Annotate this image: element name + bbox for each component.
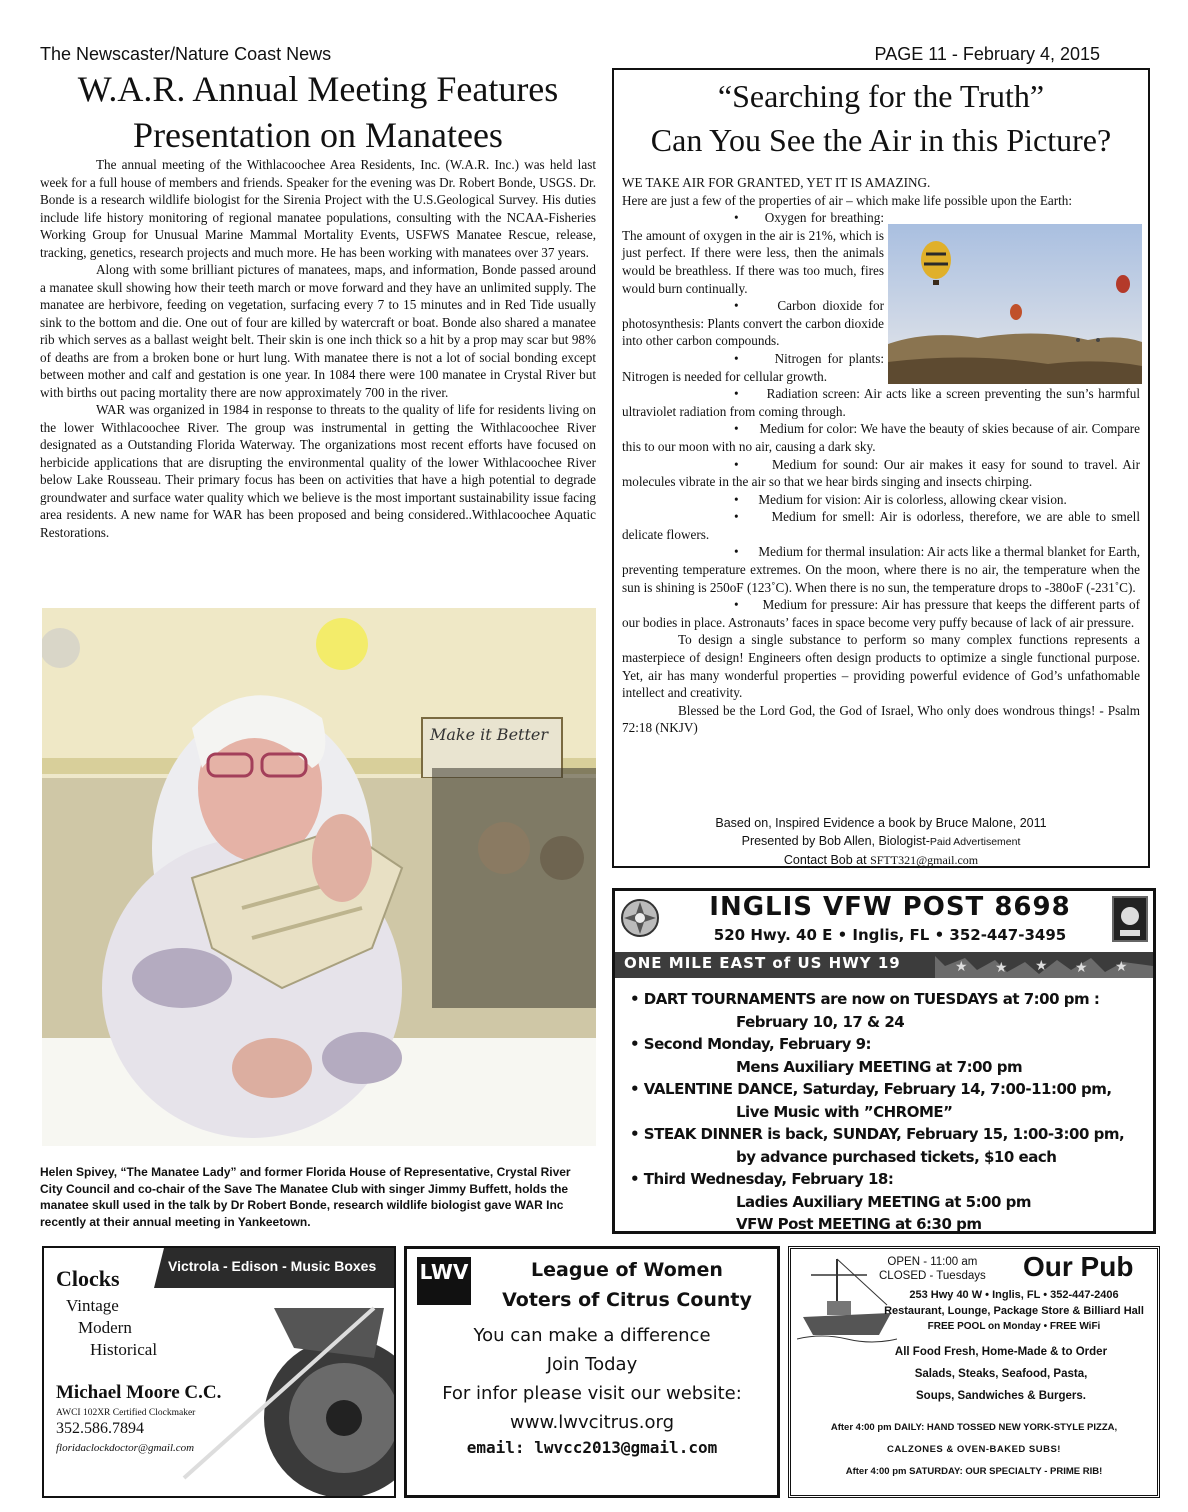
lwv-title [487, 1255, 767, 1315]
vfw-event: • VALENTINE DANCE, Saturday, February 14, 7:00-11:00 pm, [630, 1080, 1112, 1098]
truth-credits [612, 814, 1150, 869]
pub-specials [791, 1417, 1157, 1483]
air-property-item: • Radiation screen: Air acts like a screen preventing the sun’s harmful ultraviolet radiation from coming through. [622, 386, 1141, 419]
pub-saturday-special: After 4:00 pm SATURDAY: OUR SPECIALTY - PRIME RIB! [845, 1466, 1103, 1477]
credit-contact: Contact Bob at SFTT321@gmail.com [783, 853, 979, 867]
war-headline [40, 66, 596, 158]
pub-hours [879, 1255, 986, 1283]
air-property-item: • Medium for smell: Air is odorless, therefore, we are able to smell delicate flowers. [622, 509, 1140, 542]
photo-caption: Helen Spivey, “The Manatee Lady” and former Florida House of Representative, Crystal River City Council and co-chair of the Save The Manatee Club with singer Jimmy Buffett, holds the manatee skull used in the talk by Dr Robert Bonde, research wildlife biologist gave WAR Inc recently at their annual meeting in Yankeetown. [40, 1165, 571, 1229]
clock-phone: 352.586.7894 [56, 1420, 144, 1437]
air-property-item: • Medium for sound: Our air makes it easy for sound to travel. Air molecules vibrate in the air so that we hear birds singing and insects chirping. [622, 456, 1140, 490]
truth-headline-line2: Can You See the Air in this Picture? [650, 122, 1112, 158]
credit-book: Based on, Inspired Evidence a book by Bruce Malone, 2011 [715, 816, 1047, 830]
war-paragraph: The annual meeting of the Withlacoochee Area Residents, Inc. (W.A.R. Inc.) was held last week for a full house of members and friends. Speaker for the evening was Dr. Robert Bonde, USGS. Dr. Bonde is a research wildlife biologist for the Sirenia Project with the U.S.Geological Survey. His duties include life history monitoring of regional manatee populations, consulting with the NCAA-Fisheries Working Group for Unusual Marine Mammal Mortality Events, USFWS Manatee Rescue, release, tracking, genetics, research projects and much more. He has been working with manatees over 37 years. [40, 157, 596, 260]
pub-closed: CLOSED - Tuesdays [879, 1270, 986, 1282]
credit-presenter: Presented by Bob Allen, Biologist-Paid Advertisement [741, 834, 1021, 848]
pub-ad [788, 1246, 1160, 1498]
clock-email: floridaclockdoctor@gmail.com [56, 1442, 195, 1454]
clock-name: Michael Moore C.C. [56, 1382, 222, 1403]
vfw-band-text: ONE MILE EAST of US HWY 19 [624, 954, 901, 972]
clock-heading: Clocks [56, 1266, 120, 1291]
war-headline-line1: W.A.R. Annual Meeting Features [77, 69, 559, 109]
truth-headline-line1: “Searching for the Truth” [717, 78, 1045, 114]
clock-ad [42, 1246, 396, 1498]
war-paragraph: Along with some brilliant pictures of manatees, maps, and information, Bonde passed around a manatee skull showing how their teeth march or move forward and they have an unlimited supply. The manatee are herbivore, feeding on vegetation, surfacing every 7 to 15 minutes and in Red Tide usually sink to the bottom and die. One out of four are killed by watercraft or boat. Bonde also shared a manatee rib which serves as a ballast weight belt. Their skin is one inch thick so a hit by a prop may scar but 98% of deaths are from a broken bone or hurt lung. With manatee there is not a lot of social bonding except between mother and calf and gestation is one year. In 1084 there were 100 manatee in Crystal River but with births out pacing mortality there are now approximately 700 in the river. [40, 262, 596, 400]
pub-open: OPEN - 11:00 am [887, 1256, 978, 1268]
vfw-event-detail: Ladies Auxiliary MEETING at 5:00 pm [736, 1192, 1032, 1211]
air-property-item: • Oxygen for breathing: The amount of oxygen in the air is 21%, which is just perfect. If there were less, then the animals would be breathless. If there was too much, fires would burn continually. [622, 210, 884, 296]
war-headline-line2: Presentation on Manatees [133, 115, 503, 155]
vfw-event-detail: Mens Auxiliary MEETING at 7:00 pm [736, 1057, 1023, 1076]
pub-food: Salads, Steaks, Seafood, Pasta, [914, 1368, 1088, 1380]
war-paragraph: WAR was organized in 1984 in response to threats to the quality of life for residents living on the lower Withlacoochee River. The group was instrumental in getting the Withlacoochee River designated as a Outstanding Florida Waterway. The organizations most recent efforts have focused on herbicide applications that are disrupting the environmental quality of the lower Withlacoochee River below Lake Rousseau. Their primary focus has been on activities that have a high potential to degrade groundwater and surface water quality which we believe is the most important sustainability issue facing area residents. A new name for WAR has been proposed and being considered..Withlacoochee Aquatic Restorations. [40, 402, 596, 540]
vfw-event: • DART TOURNAMENTS are now on TUESDAYS at 7:00 pm : [630, 990, 1100, 1008]
vfw-event: • Third Wednesday, February 18: [630, 1170, 894, 1188]
pub-type: Restaurant, Lounge, Package Store & Billiard Hall [884, 1305, 1144, 1317]
lwv-body [407, 1321, 777, 1459]
lwv-line: Join Today [546, 1354, 638, 1375]
vfw-event: • STEAK DINNER is back, SUNDAY, February 15, 1:00-3:00 pm, [630, 1125, 1125, 1143]
vfw-event-list [630, 988, 1150, 1236]
pub-daily-special: CALZONES & OVEN-BAKED SUBS! [887, 1444, 1061, 1455]
air-property-item: • Carbon dioxide for photosynthesis: Plants convert the carbon dioxide into other carbon compounds. [622, 298, 884, 349]
page-info: PAGE 11 - February 4, 2015 [874, 44, 1100, 64]
vfw-emblem-icon [620, 896, 660, 940]
vfw-title: INGLIS VFW POST 8698 [709, 892, 1071, 922]
pub-food: Soups, Sandwiches & Burgers. [916, 1390, 1086, 1402]
pub-address: 253 Hwy 40 W • Inglis, FL • 352-447-2406 [909, 1289, 1119, 1301]
truth-article-body [622, 174, 1140, 737]
lwv-line: You can make a difference [473, 1325, 711, 1346]
pub-menu [851, 1341, 1151, 1407]
clock-banner: Victrola - Edison - Music Boxes [168, 1258, 377, 1274]
manatee-lady-photo [42, 608, 596, 1146]
lwv-logo: LWV [417, 1257, 471, 1305]
svg-text:★: ★ [995, 960, 1008, 976]
pub-food: All Food Fresh, Home-Made & to Order [894, 1346, 1108, 1358]
svg-text:★: ★ [1035, 958, 1048, 974]
vfw-event-detail: Live Music with ”CHROME” [736, 1102, 953, 1121]
lwv-email: email: lwvcc2013@gmail.com [466, 1438, 718, 1457]
lwv-ad [404, 1246, 780, 1498]
clock-cert: AWCI 102XR Certified Clockmaker [56, 1408, 196, 1418]
truth-headline [612, 74, 1150, 162]
air-property-item: • Medium for vision: Air is colorless, allowing ckear vision. [734, 491, 1067, 507]
air-property-item: • Medium for pressure: Air has pressure that keeps the different parts of our bodies in place. Astronauts’ faces in space become very puffy because of lack of air pressure. [622, 597, 1140, 630]
truth-psalm: Blessed be the Lord God, the God of Israel, Who only does wondrous things! - Psalm 72:18 (NKJV) [622, 702, 1140, 736]
vfw-address: 520 Hwy. 40 E • Inglis, FL • 352-447-3495 [713, 926, 1067, 944]
photo-sign-text: Make it Better [430, 725, 549, 744]
lwv-title-line2: Voters of Citrus County [502, 1289, 752, 1311]
svg-text:★: ★ [1115, 959, 1128, 975]
clock-line: Modern [78, 1318, 132, 1337]
svg-text:★: ★ [955, 959, 968, 975]
lwv-website: www.lwvcitrus.org [510, 1412, 674, 1433]
photo-illustration [42, 608, 596, 1146]
truth-lead: WE TAKE AIR FOR GRANTED, YET IT IS AMAZING. [622, 175, 931, 190]
pub-daily-special: After 4:00 pm DAILY: HAND TOSSED NEW YORK-STYLE PIZZA, [830, 1422, 1118, 1433]
pub-free: FREE POOL on Monday • FREE WiFi [927, 1321, 1101, 1332]
vfw-event-detail: VFW Post MEETING at 6:30 pm [736, 1215, 982, 1233]
clock-line: Historical [90, 1340, 158, 1359]
truth-intro: Here are just a few of the properties of air – which make life possible upon the Earth: [622, 192, 1073, 208]
lwv-title-line1: League of Women [531, 1259, 723, 1281]
truth-closing: To design a single substance to perform so many complex functions represents a masterpiece of design! Engineers often design products to optimize a single functional purpose. Yet, air has many wonderful properties – providing powerful evidence of God’s unfathomable intellect and creativity. [622, 632, 1140, 701]
air-property-item: • Medium for color: We have the beauty of skies because of air. Compare this to our moon with no air, causing a dark sky. [622, 421, 1140, 454]
air-property-item: • Nitrogen for plants: Nitrogen is needed for cellular growth. [622, 350, 885, 384]
air-property-item: • Medium for thermal insulation: Air acts like a thermal blanket for Earth, preventing temperature extremes. On the moon, where there is no air, the temperature when the sun is shining is 250oF (123˚C). When there is no sun, the temperature drops to -380oF (-231˚C). [622, 544, 1140, 595]
svg-text:★: ★ [1075, 960, 1088, 976]
war-article-body [40, 156, 596, 541]
vfw-event: • Second Monday, February 9: [630, 1035, 872, 1053]
lwv-line: For infor please visit our website: [442, 1383, 742, 1404]
pub-name: Our Pub [1023, 1251, 1134, 1282]
paper-name: The Newscaster/Nature Coast News [40, 44, 332, 64]
clock-line: Vintage [66, 1296, 119, 1315]
vfw-event-detail: February 10, 17 & 24 [736, 1012, 905, 1031]
vfw-event-detail: by advance purchased tickets, $10 each [736, 1147, 1057, 1166]
pub-details [871, 1287, 1157, 1335]
